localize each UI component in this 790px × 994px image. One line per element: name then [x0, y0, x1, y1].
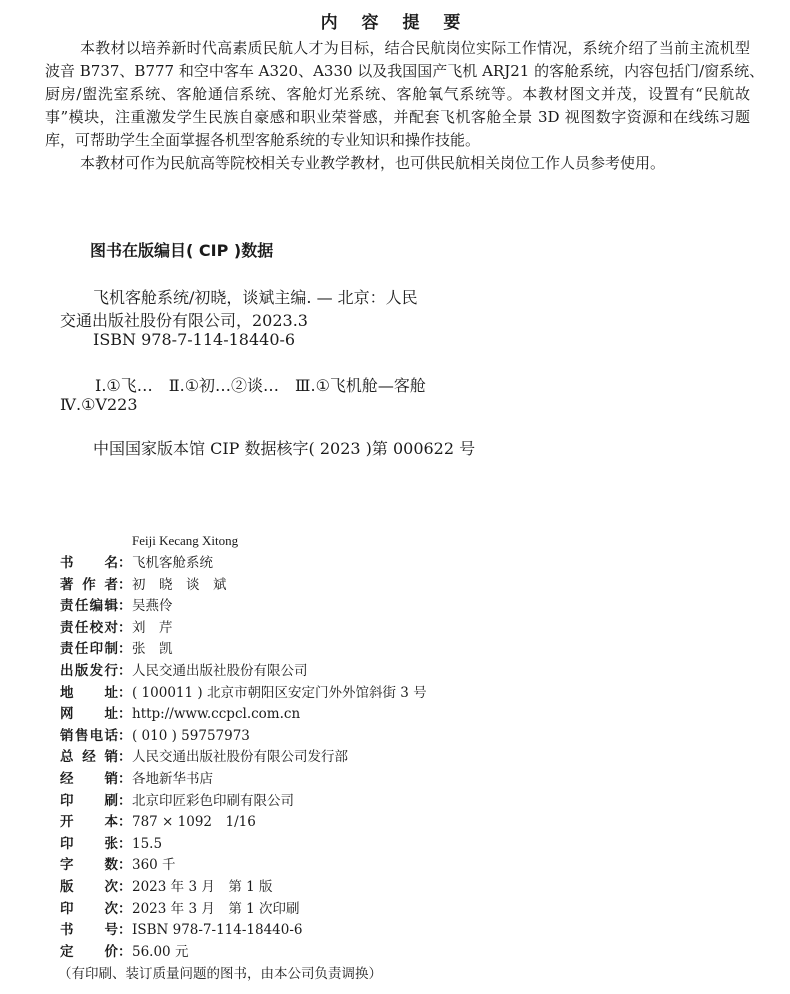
colophon-colon: ：: [118, 835, 132, 852]
colophon-value: 56.00 元: [132, 943, 189, 960]
colophon-value: 360 千: [132, 857, 176, 874]
colophon-value: 2023 年 3 月 第 1 版: [132, 879, 273, 895]
colophon-label: 印刷: [60, 792, 118, 809]
colophon-label: 出版发行: [60, 663, 118, 679]
colophon-colon: ：: [118, 706, 132, 723]
colophon-row: [60, 724, 250, 744]
colophon-value: 2023 年 3 月 第 1 次印刷: [132, 900, 300, 917]
colophon-note: （有印刷、装订质量问题的图书，由本公司负责调换）: [58, 966, 382, 982]
colophon-row: [60, 875, 273, 895]
summary-line: 本教材以培养新时代高素质民航人才为目标，结合民航岗位实际工作情况，系统介绍了当前主流机型: [80, 39, 750, 57]
colophon-label: 开本: [60, 814, 118, 831]
colophon-label: 印张: [60, 835, 118, 852]
cip-isbn: ISBN 978-7-114-18440-6: [93, 330, 296, 349]
colophon-label: 书号: [60, 922, 118, 939]
colophon-row: [60, 853, 176, 873]
colophon-row: [60, 681, 427, 701]
colophon-label: 定价: [60, 943, 118, 960]
colophon-label: 地址: [60, 684, 118, 701]
colophon-label: 总经销: [60, 749, 118, 766]
summary-line: 本教材可作为民航高等院校相关专业教学教材，也可供民航相关岗位工作人员参考使用。: [80, 154, 666, 172]
colophon-colon: ：: [118, 619, 132, 636]
colophon-label: 责任校对: [60, 619, 118, 636]
colophon-value: 初 晓 谈 斌: [132, 576, 227, 593]
cip-line: Ⅰ.①飞… Ⅱ.①初…②谈… Ⅲ.①飞机舱—客舱: [95, 376, 426, 395]
colophon-colon: ：: [118, 727, 132, 744]
colophon-row: [60, 940, 188, 960]
colophon-value: ( 100011 ) 北京市朝阳区安定门外外馆斜街 3 号: [132, 684, 427, 701]
colophon-value: 北京印匠彩色印刷有限公司: [132, 792, 294, 809]
colophon-colon: ：: [118, 879, 132, 895]
colophon-row: [60, 594, 173, 614]
colophon-row: [60, 767, 213, 787]
colophon-label: 责任印制: [60, 641, 118, 658]
colophon-colon: ：: [118, 792, 132, 809]
colophon-colon: ：: [118, 814, 132, 831]
colophon-value: 人民交通出版社股份有限公司发行部: [132, 749, 348, 766]
colophon-value: 人民交通出版社股份有限公司: [132, 663, 308, 679]
colophon-row: [60, 659, 308, 679]
colophon-label: 经销: [60, 771, 118, 787]
colophon-colon: ：: [118, 555, 132, 571]
colophon-value: 15.5: [132, 835, 163, 852]
colophon-value: 各地新华书店: [132, 771, 213, 787]
colophon-colon: ：: [118, 598, 132, 615]
colophon-label: 版次: [60, 879, 118, 895]
colophon-value: 787 × 1092 1/16: [132, 814, 256, 831]
colophon-label: 书名: [60, 555, 118, 571]
colophon-colon: ：: [118, 641, 132, 658]
cip-line: 交通出版社股份有限公司，2023.3: [60, 311, 308, 330]
cip-heading: 图书在版编目( CIP )数据: [90, 241, 274, 260]
colophon-label: 字数: [60, 857, 118, 874]
colophon-colon: ：: [118, 771, 132, 787]
colophon-label: 著作者: [60, 576, 118, 593]
colophon-value: ( 010 ) 59757973: [132, 727, 250, 744]
colophon-row: [60, 637, 173, 657]
colophon-row: [60, 551, 213, 571]
colophon-row: [60, 573, 227, 593]
colophon-row: [60, 745, 348, 765]
colophon-row: [60, 616, 173, 636]
colophon-row: [60, 810, 256, 830]
colophon-colon: ：: [118, 684, 132, 701]
colophon-value: 刘 芹: [132, 619, 173, 636]
colophon-colon: ：: [118, 900, 132, 917]
summary-title: 内 容 提 要: [320, 13, 470, 33]
colophon-row: [60, 897, 300, 917]
colophon-colon: ：: [118, 943, 132, 960]
colophon-value: 吴燕伶: [132, 598, 173, 615]
summary-line: 库，可帮助学生全面掌握各机型客舱系统的专业知识和操作技能。: [45, 131, 481, 149]
pinyin-title: Feiji Kecang Xitong: [132, 533, 239, 548]
colophon-row: [60, 702, 300, 722]
colophon-row: [60, 789, 294, 809]
colophon-colon: ：: [118, 749, 132, 766]
summary-line: 事”模块，注重激发学生民族自豪感和职业荣誉感，并配套飞机客舱全景 3D 视图数字资源和在线练习题: [45, 108, 750, 126]
summary-line: 波音 B737、B777 和空中客车 A320、A330 以及我国国产飞机 ARJ21 的客舱系统，内容包括门/窗系统、: [45, 62, 765, 80]
colophon-label: 销售电话: [60, 727, 118, 744]
colophon-label: 责任编辑: [60, 598, 118, 615]
colophon-label: 网址: [60, 706, 118, 723]
colophon-row: [60, 832, 162, 852]
colophon-row: [60, 918, 303, 938]
colophon-label: 印次: [60, 900, 118, 917]
colophon-value: 飞机客舱系统: [132, 555, 213, 571]
colophon-colon: ：: [118, 663, 132, 679]
colophon-colon: ：: [118, 857, 132, 874]
colophon-colon: ：: [118, 576, 132, 593]
cip-number: 中国国家版本馆 CIP 数据核字( 2023 )第 000622 号: [93, 439, 476, 458]
colophon-colon: ：: [118, 922, 132, 939]
cip-line: Ⅳ.①V223: [60, 395, 138, 414]
colophon-value: http://www.ccpcl.com.cn: [132, 706, 301, 723]
colophon-value: 张 凯: [132, 641, 173, 658]
cip-line: 飞机客舱系统/初晓，谈斌主编. — 北京：人民: [93, 288, 418, 307]
colophon-value: ISBN 978-7-114-18440-6: [132, 922, 303, 939]
summary-line: 厨房/盥洗室系统、客舱通信系统、客舱灯光系统、客舱氧气系统等。本教材图文并茂，设置有“民航故: [45, 85, 750, 103]
